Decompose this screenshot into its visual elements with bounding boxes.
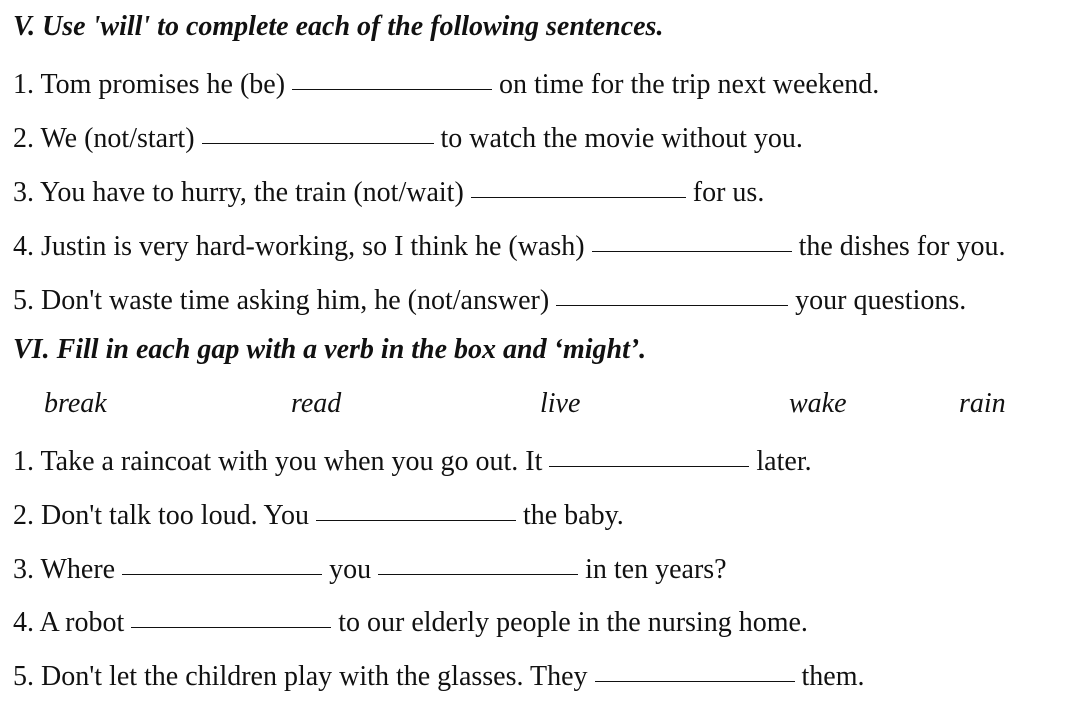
word-box-item: read: [291, 388, 342, 419]
item-text-before: 5. Don't waste time asking him, he (not/answer): [13, 285, 557, 316]
section-6-item-5: [13, 656, 865, 690]
item-text-before: 4. Justin is very hard-working, so I think he (wash): [13, 231, 592, 262]
section-6-heading: VI. Fill in each gap with a verb in the box and ‘might’.: [13, 334, 647, 365]
item-text-after: for us.: [685, 177, 765, 208]
word-box-item: live: [540, 388, 581, 419]
section-6-item-2: [13, 495, 624, 529]
item-text-before: 2. Don't talk too loud. You: [13, 500, 316, 531]
item-text-before: 3. You have to hurry, the train (not/wait): [13, 177, 471, 208]
section-5-item-5: [13, 280, 966, 314]
answer-blank[interactable]: [556, 277, 788, 306]
section-5-item-1: [13, 64, 879, 98]
item-text-before: 4. A robot: [13, 607, 132, 638]
word-box-item: rain: [959, 388, 1006, 419]
answer-blank[interactable]: [292, 61, 492, 90]
answer-blank[interactable]: [595, 653, 795, 682]
answer-blank[interactable]: [122, 546, 322, 575]
item-text-before: 1. Take a raincoat with you when you go out. It: [13, 446, 550, 477]
section-5-item-2: [13, 118, 803, 152]
item-text-after: the baby.: [515, 500, 624, 531]
item-text-after: in ten years?: [578, 554, 727, 585]
answer-blank[interactable]: [471, 169, 686, 198]
answer-blank[interactable]: [316, 492, 516, 521]
item-text-after: to watch the movie without you.: [433, 123, 803, 154]
item-text-after: later.: [749, 446, 812, 477]
item-text-before: 2. We (not/start): [13, 123, 202, 154]
item-text-after: on time for the trip next weekend.: [492, 69, 880, 100]
item-text-after: your questions.: [788, 285, 967, 316]
section-5-heading: V. Use 'will' to complete each of the following sentences.: [13, 11, 664, 42]
item-text-middle: you: [322, 554, 379, 585]
answer-blank[interactable]: [592, 223, 792, 252]
word-box-item: break: [44, 388, 107, 419]
item-text-after: the dishes for you.: [791, 231, 1006, 262]
word-box-item: wake: [789, 388, 847, 419]
item-text-after: to our elderly people in the nursing home.: [331, 607, 808, 638]
answer-blank[interactable]: [549, 438, 749, 467]
section-6-item-1: [13, 441, 812, 475]
item-text-before: 3. Where: [13, 554, 123, 585]
item-text-before: 1. Tom promises he (be): [13, 69, 293, 100]
answer-blank[interactable]: [202, 115, 434, 144]
answer-blank[interactable]: [131, 599, 331, 628]
section-5-item-4: [13, 226, 1005, 260]
section-5-item-3: [13, 172, 764, 206]
answer-blank[interactable]: [378, 546, 578, 575]
section-6-item-4: [13, 602, 808, 636]
item-text-before: 5. Don't let the children play with the glasses. They: [13, 661, 595, 692]
section-6-item-3: [13, 549, 727, 583]
item-text-after: them.: [794, 661, 865, 692]
